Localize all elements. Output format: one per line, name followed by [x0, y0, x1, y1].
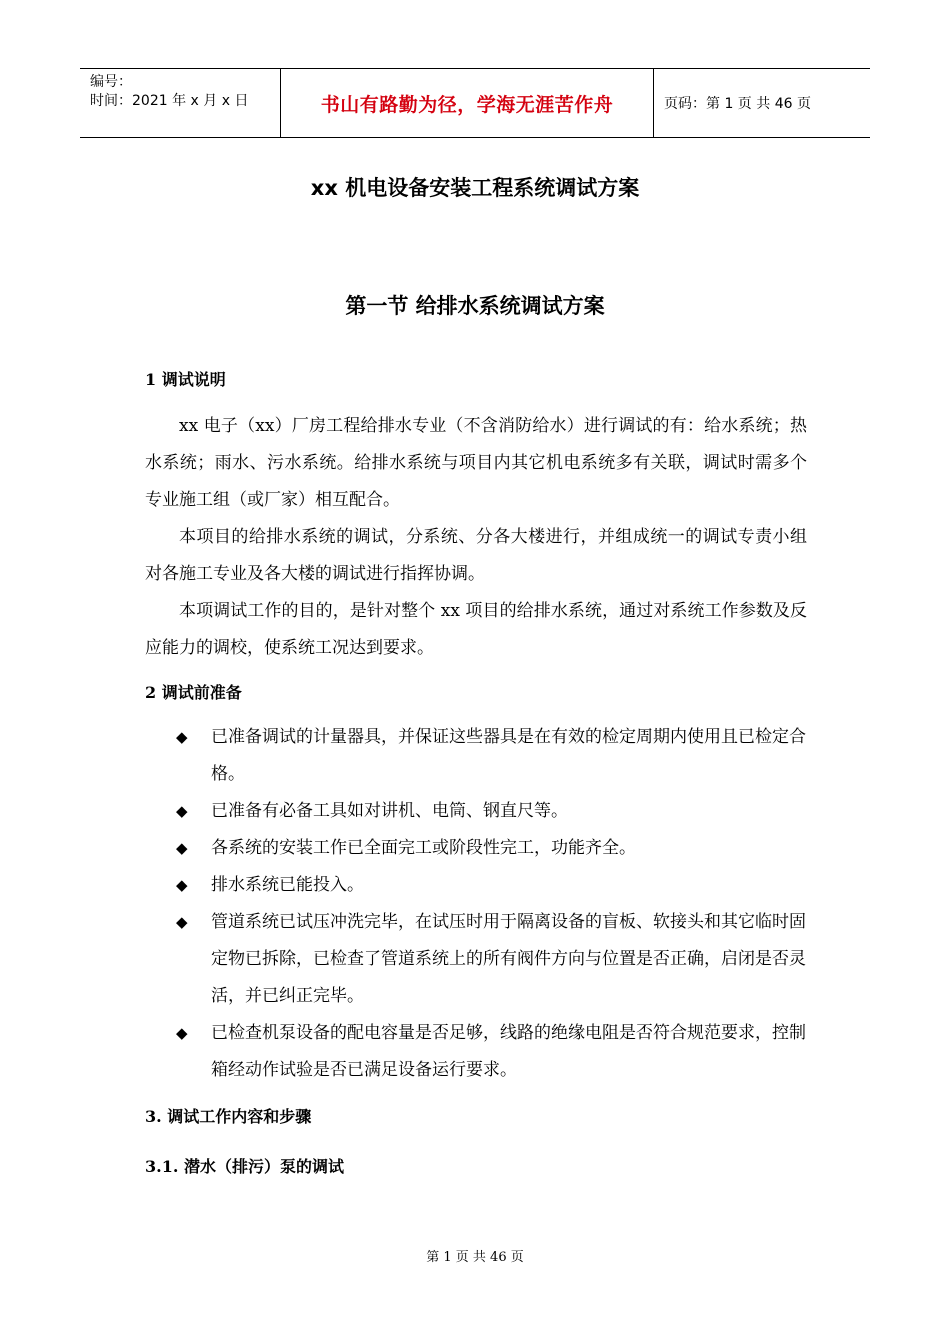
heading-3: 3. 调试工作内容和步骤: [145, 1107, 312, 1126]
diamond-bullet-icon: ◆: [176, 1024, 188, 1042]
list-item-text: 管道系统已试压冲洗完毕，在试压时用于隔离设备的盲板、软接头和其它临时固定物已拆除，已检查了管道系统上的所有阀件方向与位置是否正确，启闭是否灵活，并已纠正完毕。: [211, 912, 806, 1006]
list-item: [145, 719, 807, 793]
diamond-bullet-icon: ◆: [176, 876, 188, 894]
list-item: [145, 867, 807, 904]
list-item: [145, 904, 807, 1015]
heading-2: 2 调试前准备: [145, 683, 242, 702]
document-number-label: 编号：: [90, 74, 132, 90]
section-title: 第一节 给排水系统调试方案: [345, 294, 605, 318]
list-item-text: 已检查机泵设备的配电容量是否足够，线路的绝缘电阻是否符合规范要求，控制箱经动作试验是否已满足设备运行要求。: [211, 1023, 806, 1080]
diamond-bullet-icon: ◆: [176, 839, 188, 857]
paragraph: 本项调试工作的目的，是针对整个 xx 项目的给排水系统，通过对系统工作参数及反应能力的调校，使系统工况达到要求。: [145, 601, 807, 658]
header-page-info: 页码：第 1 页 共 46 页: [664, 96, 811, 112]
paragraph: 本项目的给排水系统的调试，分系统、分各大楼进行，并组成统一的调试专责小组对各施工专业及各大楼的调试进行指挥协调。: [145, 527, 807, 584]
diamond-bullet-icon: ◆: [176, 802, 188, 820]
header-page-info-cell: [654, 69, 870, 137]
preparation-list: [145, 719, 807, 1089]
header-motto: 书山有路勤为径，学海无涯苦作舟: [320, 93, 614, 116]
page-footer: 第 1 页 共 46 页: [426, 1250, 524, 1265]
diamond-bullet-icon: ◆: [176, 913, 188, 931]
heading-1: 1 调试说明: [145, 370, 226, 389]
list-item-text: 已准备有必备工具如对讲机、电筒、钢直尺等。: [211, 801, 568, 821]
list-item-text: 各系统的安装工作已全面完工或阶段性完工，功能齐全。: [211, 838, 636, 858]
heading-3-1: 3.1. 潜水（排污）泵的调试: [145, 1157, 344, 1176]
list-item-text: 已准备调试的计量器具，并保证这些器具是在有效的检定周期内使用且已检定合格。: [211, 727, 806, 784]
document-body: [145, 368, 807, 1179]
list-item: [145, 1015, 807, 1089]
header-motto-cell: [281, 69, 654, 137]
header-meta: [80, 69, 281, 137]
document-date: 时间：2021 年 x 月 x 日: [90, 93, 249, 109]
page-header: [80, 68, 870, 138]
list-item: [145, 830, 807, 867]
list-item: [145, 793, 807, 830]
diamond-bullet-icon: ◆: [176, 728, 188, 746]
document-title: xx 机电设备安装工程系统调试方案: [310, 176, 640, 200]
list-item-text: 排水系统已能投入。: [211, 875, 364, 895]
paragraph: xx 电子（xx）厂房工程给排水专业（不含消防给水）进行调试的有：给水系统；热水系统；雨水、污水系统。给排水系统与项目内其它机电系统多有关联，调试时需多个专业施工组（或厂家）相互配合。: [145, 416, 807, 510]
